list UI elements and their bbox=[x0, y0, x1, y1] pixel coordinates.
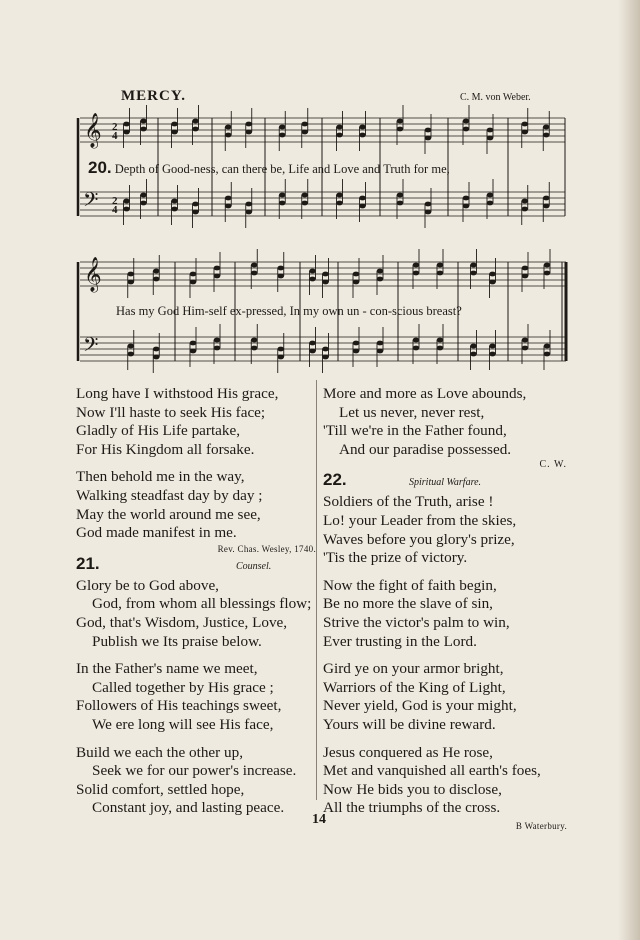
verse-line: Be no more the slave of sin, bbox=[323, 595, 493, 613]
note-head bbox=[171, 199, 178, 204]
note-head bbox=[192, 202, 199, 207]
note-head bbox=[153, 355, 160, 360]
note-head bbox=[251, 338, 258, 343]
page-number: 14 bbox=[312, 812, 326, 827]
note-head bbox=[190, 272, 197, 277]
verse-line: Ever trusting in the Lord. bbox=[323, 632, 477, 650]
verse-line: Gladly of His Life partake, bbox=[76, 422, 241, 440]
note-head bbox=[470, 352, 477, 357]
note-head bbox=[413, 338, 420, 343]
attribution: B Waterbury. bbox=[515, 820, 567, 831]
note-head bbox=[437, 271, 444, 276]
stanza bbox=[323, 744, 567, 818]
note-head bbox=[437, 338, 444, 343]
note-head bbox=[192, 119, 199, 124]
note-head bbox=[397, 127, 404, 132]
note-head bbox=[489, 344, 496, 349]
bass-clef: 𝄢 bbox=[83, 188, 99, 216]
note-head bbox=[521, 122, 528, 127]
hymn-number-20: 20. bbox=[88, 158, 112, 177]
note-head bbox=[413, 346, 420, 351]
stanza bbox=[323, 493, 567, 567]
note-head bbox=[309, 269, 316, 274]
note-head bbox=[214, 346, 221, 351]
note-head bbox=[359, 125, 366, 130]
note-head bbox=[489, 352, 496, 357]
note-head bbox=[140, 119, 147, 124]
note-head bbox=[543, 204, 550, 209]
note-head bbox=[251, 271, 258, 276]
note-head bbox=[277, 274, 284, 279]
note-head bbox=[251, 263, 258, 268]
note-head bbox=[359, 133, 366, 138]
note-head bbox=[309, 349, 316, 354]
note-head bbox=[470, 344, 477, 349]
verse-line: Met and vanquished all earth's foes, bbox=[323, 762, 541, 780]
note-head bbox=[353, 280, 360, 285]
stanza bbox=[76, 577, 316, 651]
note-head bbox=[377, 341, 384, 346]
note-head bbox=[322, 355, 329, 360]
note-head bbox=[543, 133, 550, 138]
note-head bbox=[225, 204, 232, 209]
attribution: Rev. Chas. Wesley, 1740. bbox=[217, 543, 316, 554]
note-head bbox=[153, 269, 160, 274]
note-head bbox=[140, 201, 147, 206]
verse-line: Long have I withstood His grace, bbox=[76, 385, 279, 402]
note-head bbox=[353, 272, 360, 277]
note-head bbox=[413, 271, 420, 276]
verse-line: Publish we Its praise below. bbox=[92, 632, 262, 650]
note-head bbox=[437, 346, 444, 351]
stanza bbox=[76, 468, 316, 542]
stanza bbox=[76, 385, 316, 459]
note-head bbox=[522, 346, 529, 351]
note-head bbox=[522, 338, 529, 343]
time-signature: 2 bbox=[112, 195, 118, 207]
note-head bbox=[336, 201, 343, 206]
stanza bbox=[76, 744, 316, 818]
verse-line: Now I'll haste to seek His face; bbox=[76, 403, 266, 421]
note-head bbox=[277, 355, 284, 360]
note-head bbox=[487, 201, 494, 206]
note-head bbox=[322, 272, 329, 277]
hymn-subtitle: Counsel. bbox=[236, 560, 272, 572]
verse-line: Build we each the other up, bbox=[76, 743, 244, 761]
note-head bbox=[463, 127, 470, 132]
note-head bbox=[377, 277, 384, 282]
note-head bbox=[425, 128, 432, 133]
note-head bbox=[214, 274, 221, 279]
note-head bbox=[521, 130, 528, 135]
note-head bbox=[245, 130, 252, 135]
lyrics-line-2: Has my God Him-self ex-pressed, In my own un - con-scious breast? bbox=[116, 304, 462, 318]
verse-line: Waves before you glory's prize, bbox=[323, 530, 515, 548]
hymn-number-21: 21. bbox=[76, 553, 100, 573]
note-head bbox=[171, 130, 178, 135]
verse-line: God, that's Wisdom, Justice, Love, bbox=[76, 613, 288, 631]
verse-line: Soldiers of the Truth, arise ! bbox=[323, 493, 494, 511]
bass-clef: 𝄢 bbox=[83, 333, 99, 361]
verse-line: Solid comfort, settled hope, bbox=[76, 780, 245, 798]
note-head bbox=[225, 125, 232, 130]
verse-line: And our paradise possessed. bbox=[339, 440, 512, 458]
stanza bbox=[323, 577, 567, 651]
note-head bbox=[463, 196, 470, 201]
note-head bbox=[127, 344, 134, 349]
note-head bbox=[470, 271, 477, 276]
lyrics-line-1-text: Depth of Good-ness, can there be, Life and Love and Truth for me, bbox=[114, 162, 450, 176]
note-head bbox=[192, 210, 199, 215]
note-head bbox=[544, 263, 551, 268]
hymn-heading-21 bbox=[76, 555, 316, 577]
verse-line: Now the fight of faith begin, bbox=[323, 576, 497, 594]
note-head bbox=[521, 199, 528, 204]
note-head bbox=[190, 349, 197, 354]
verse-line: In the Father's name we meet, bbox=[76, 660, 258, 678]
note-head bbox=[437, 263, 444, 268]
note-head bbox=[521, 207, 528, 212]
note-head bbox=[279, 133, 286, 138]
verse-line: God made manifest in me. bbox=[76, 524, 237, 542]
verse-line: Now He bids you to disclose, bbox=[323, 780, 502, 798]
verse-line: More and more as Love abounds, bbox=[323, 385, 527, 402]
verse-line: Gird ye on your armor bright, bbox=[323, 660, 504, 678]
verse-line: Strive the victor's palm to win, bbox=[323, 613, 510, 631]
right-column bbox=[323, 385, 567, 832]
note-head bbox=[279, 201, 286, 206]
verse-line: Glory be to God above, bbox=[76, 576, 219, 594]
hymn-number-22: 22. bbox=[323, 470, 347, 490]
note-head bbox=[463, 119, 470, 124]
music-score bbox=[0, 0, 640, 380]
note-head bbox=[123, 130, 130, 135]
note-head bbox=[522, 266, 529, 271]
composer: C. M. von Weber. bbox=[460, 92, 531, 103]
note-head bbox=[543, 125, 550, 130]
note-head bbox=[277, 266, 284, 271]
note-head bbox=[171, 122, 178, 127]
note-head bbox=[245, 202, 252, 207]
note-head bbox=[522, 274, 529, 279]
verse-line: Walking steadfast day by day ; bbox=[76, 486, 263, 504]
note-head bbox=[377, 269, 384, 274]
time-signature: 4 bbox=[112, 130, 118, 142]
left-column bbox=[76, 385, 316, 818]
note-head bbox=[279, 125, 286, 130]
stanza bbox=[323, 385, 567, 459]
note-head bbox=[225, 133, 232, 138]
note-head bbox=[192, 127, 199, 132]
note-head bbox=[127, 352, 134, 357]
note-head bbox=[140, 193, 147, 198]
note-head bbox=[487, 136, 494, 141]
note-head bbox=[153, 277, 160, 282]
note-head bbox=[377, 349, 384, 354]
verse-line: Lo! your Leader from the skies, bbox=[323, 511, 517, 529]
note-head bbox=[301, 201, 308, 206]
note-head bbox=[425, 202, 432, 207]
treble-clef: 𝄞 bbox=[84, 113, 102, 148]
note-head bbox=[301, 130, 308, 135]
note-head bbox=[277, 347, 284, 352]
hymn-heading-22 bbox=[323, 471, 567, 493]
verse-line: For His Kingdom all forsake. bbox=[76, 440, 255, 458]
note-head bbox=[463, 204, 470, 209]
note-head bbox=[487, 128, 494, 133]
verse-line: Warriors of the King of Light, bbox=[323, 678, 506, 696]
note-head bbox=[190, 280, 197, 285]
note-head bbox=[397, 119, 404, 124]
verse-line: Let us never, never rest, bbox=[339, 403, 485, 421]
column-divider bbox=[316, 380, 317, 800]
time-signature: 4 bbox=[112, 204, 118, 216]
note-head bbox=[489, 280, 496, 285]
verse-line: Never yield, God is your might, bbox=[323, 697, 517, 715]
verse-line: Called together by His grace ; bbox=[92, 678, 274, 696]
note-head bbox=[245, 210, 252, 215]
note-head bbox=[214, 266, 221, 271]
note-head bbox=[301, 193, 308, 198]
note-head bbox=[359, 204, 366, 209]
verse-line: 'Tis the prize of victory. bbox=[323, 549, 468, 567]
verse-line: 'Till we're in the Father found, bbox=[323, 422, 507, 440]
note-head bbox=[127, 280, 134, 285]
note-head bbox=[359, 196, 366, 201]
note-head bbox=[425, 136, 432, 141]
note-head bbox=[489, 272, 496, 277]
verse-line: May the world around me see, bbox=[76, 505, 261, 523]
note-head bbox=[353, 349, 360, 354]
note-head bbox=[214, 338, 221, 343]
note-head bbox=[397, 193, 404, 198]
note-head bbox=[251, 346, 258, 351]
note-head bbox=[127, 272, 134, 277]
note-head bbox=[487, 193, 494, 198]
note-head bbox=[336, 193, 343, 198]
verse-line: Jesus conquered as He rose, bbox=[323, 743, 493, 761]
time-signature: 2 bbox=[112, 121, 118, 133]
lyrics-line-1 bbox=[88, 158, 450, 178]
note-head bbox=[397, 201, 404, 206]
note-head bbox=[140, 127, 147, 132]
verse-line: Seek we for our power's increase. bbox=[92, 762, 297, 780]
verse-line: We ere long will see His face, bbox=[92, 715, 274, 733]
tune-name: MERCY. bbox=[121, 88, 187, 104]
note-head bbox=[309, 277, 316, 282]
note-head bbox=[153, 347, 160, 352]
note-head bbox=[353, 341, 360, 346]
verse-line: Yours will be divine reward. bbox=[323, 715, 496, 733]
note-head bbox=[309, 341, 316, 346]
note-head bbox=[171, 207, 178, 212]
note-head bbox=[336, 125, 343, 130]
verse-line: God, from whom all blessings flow; bbox=[92, 595, 312, 613]
note-head bbox=[301, 122, 308, 127]
verse-line: Constant joy, and lasting peace. bbox=[92, 799, 285, 817]
note-head bbox=[544, 352, 551, 357]
note-head bbox=[413, 263, 420, 268]
note-head bbox=[336, 133, 343, 138]
note-head bbox=[470, 263, 477, 268]
stanza bbox=[323, 660, 567, 734]
stanza bbox=[76, 660, 316, 734]
hymn-subtitle: Spiritual Warfare. bbox=[409, 477, 482, 489]
note-head bbox=[123, 122, 130, 127]
treble-clef: 𝄞 bbox=[84, 257, 102, 292]
note-head bbox=[544, 344, 551, 349]
note-head bbox=[322, 347, 329, 352]
note-head bbox=[123, 207, 130, 212]
note-head bbox=[245, 122, 252, 127]
verse-line: All the triumphs of the cross. bbox=[323, 799, 501, 817]
verse-line: Followers of His teachings sweet, bbox=[76, 697, 282, 715]
note-head bbox=[225, 196, 232, 201]
note-head bbox=[544, 271, 551, 276]
note-head bbox=[123, 199, 130, 204]
initials: C. W. bbox=[539, 459, 567, 471]
note-head bbox=[425, 210, 432, 215]
note-head bbox=[190, 341, 197, 346]
note-head bbox=[322, 280, 329, 285]
note-head bbox=[279, 193, 286, 198]
verse-line: Then behold me in the way, bbox=[76, 468, 245, 486]
note-head bbox=[543, 196, 550, 201]
